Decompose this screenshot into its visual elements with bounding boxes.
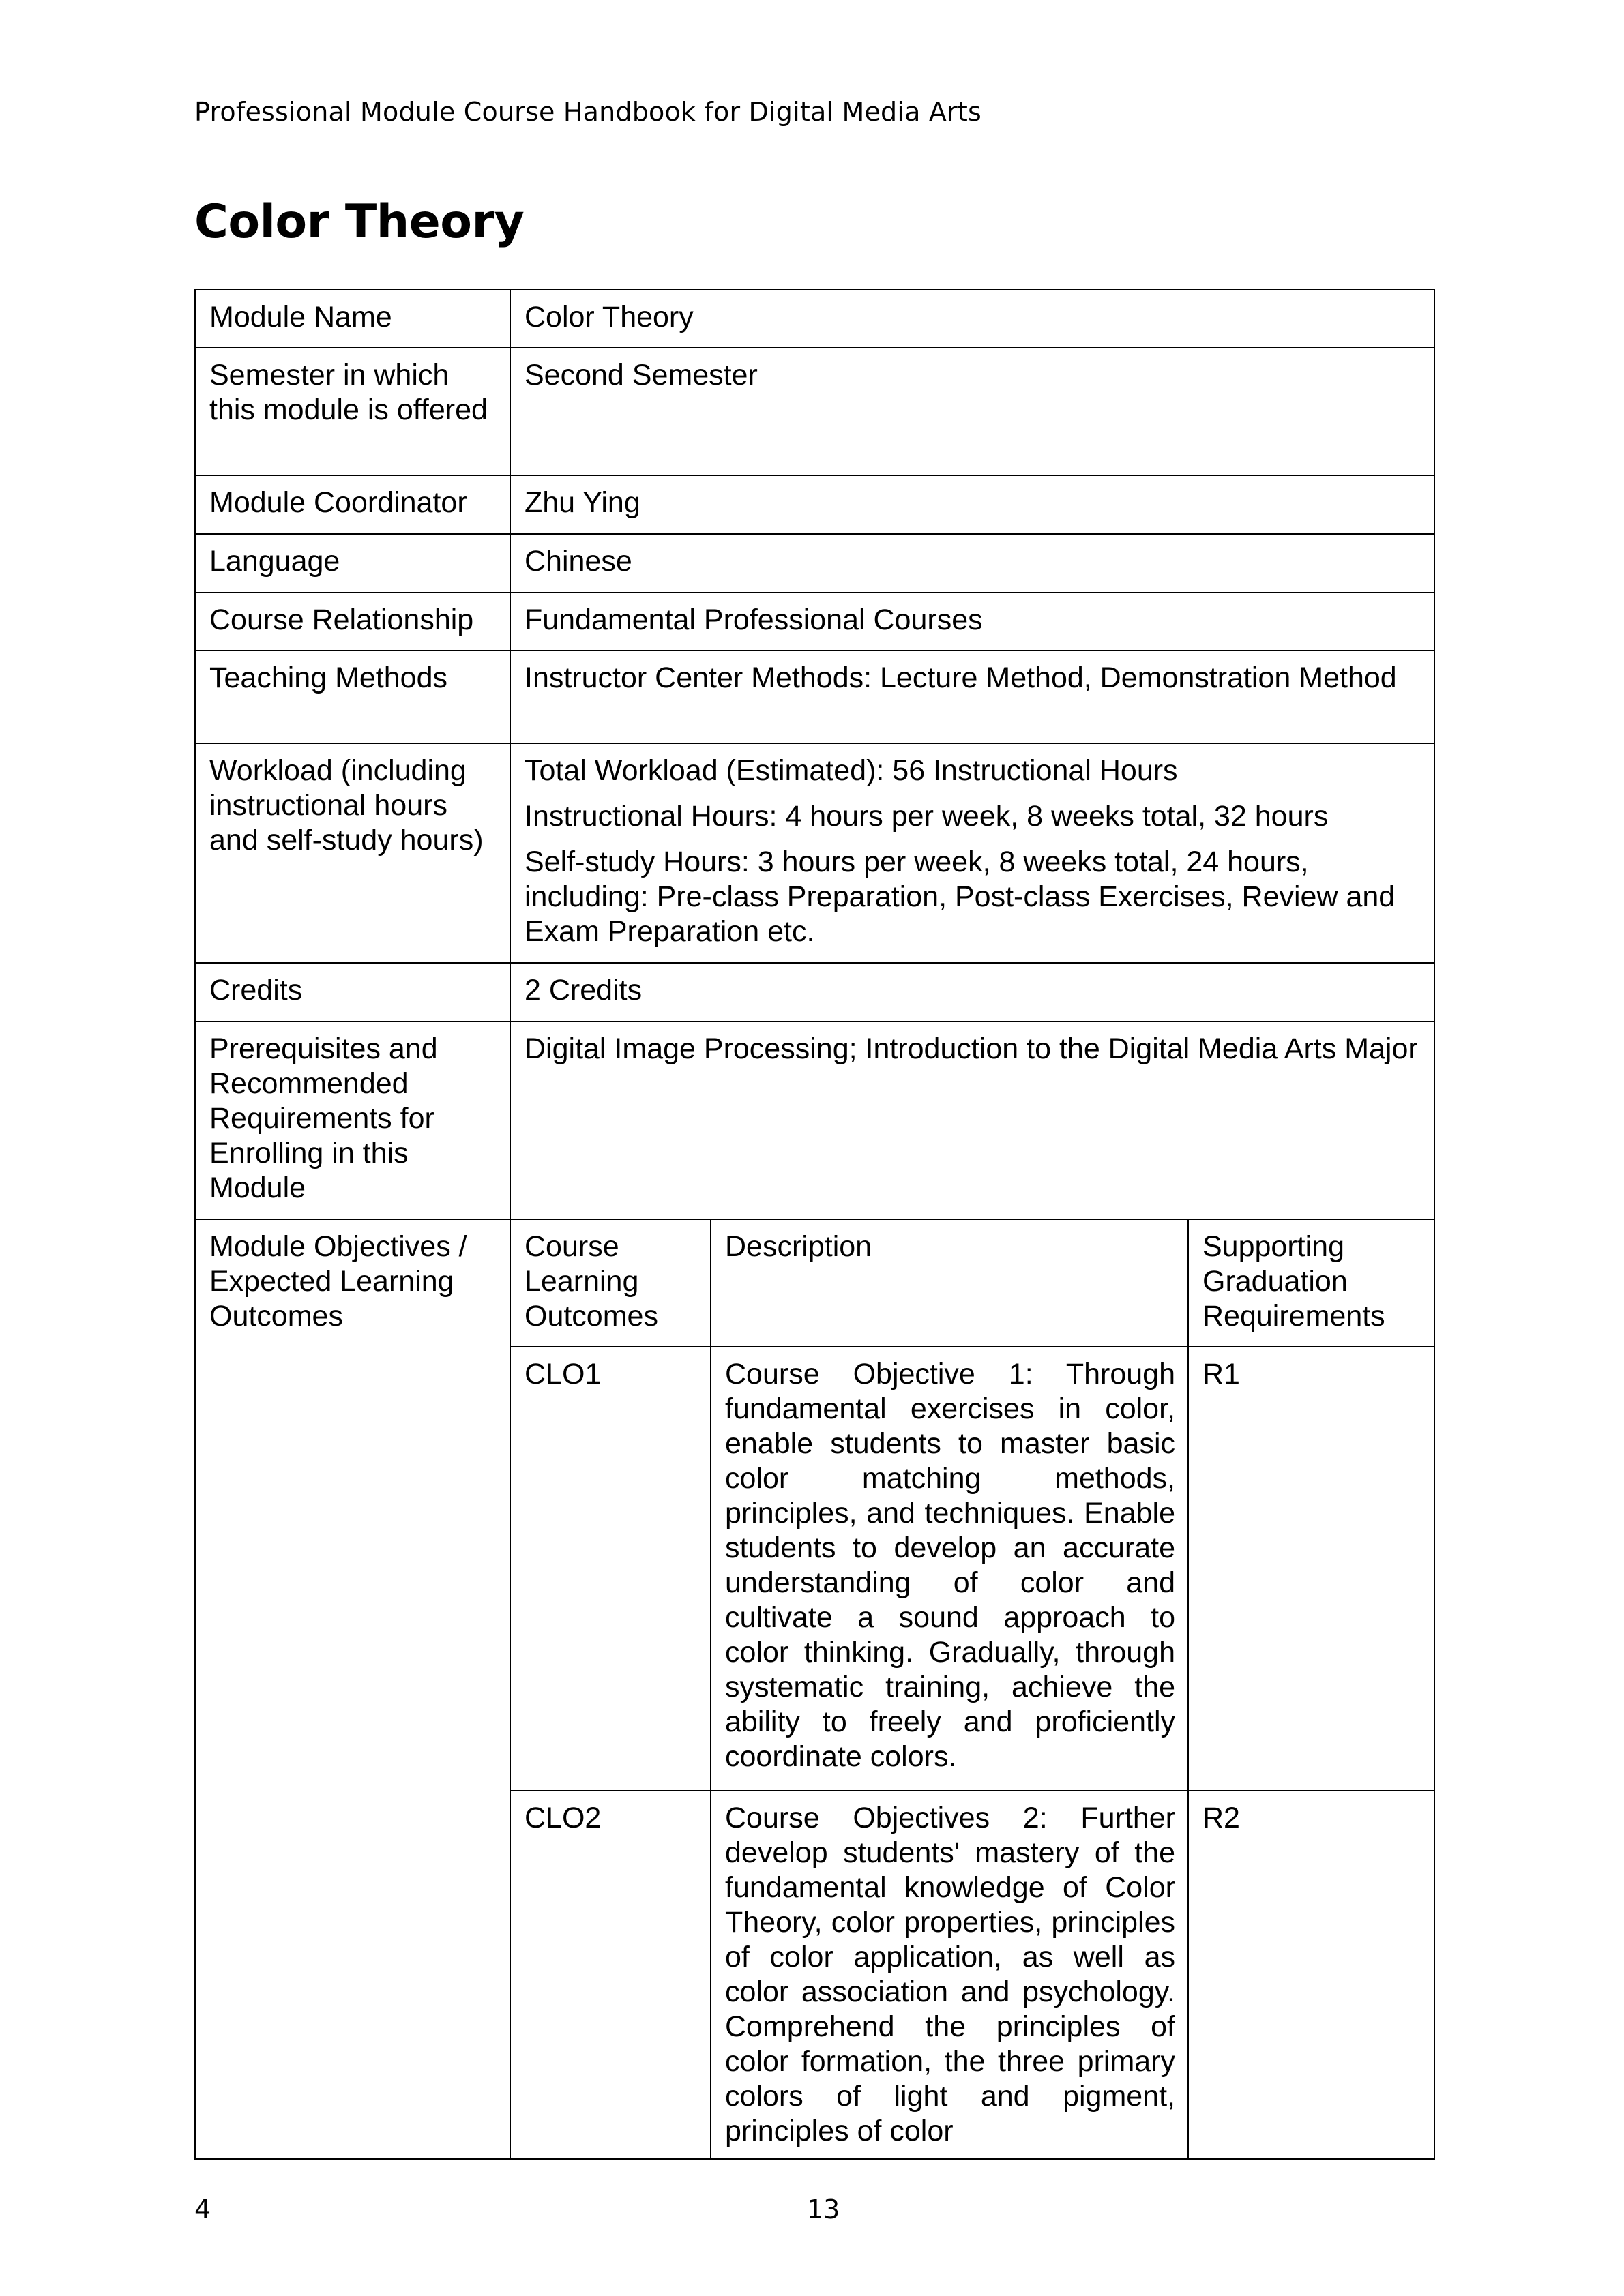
page-number-left: 4	[194, 2194, 211, 2224]
clo1-code: CLO1	[510, 1347, 711, 1791]
semester-value: Second Semester	[510, 348, 1434, 475]
objectives-label: Module Objectives / Expected Learning Outcomes	[195, 1219, 510, 2159]
module-table	[194, 289, 1435, 2160]
prerequisites-value: Digital Image Processing; Introduction to the Digital Media Arts Major	[510, 1022, 1434, 1219]
clo2-description: Course Objectives 2: Further develop students' mastery of the fundamental knowledge of Color Theory, color properties, principles of color application, as well as color association and psychology. Comprehend the principles of color formation, the three primary colors of light and pigment, principles of color	[711, 1791, 1188, 2159]
module-name-label: Module Name	[195, 290, 510, 348]
workload-label: Workload (including instructional hours and self-study hours)	[195, 743, 510, 963]
requirements-column-header: Supporting Graduation Requirements	[1188, 1219, 1434, 1347]
coordinator-value: Zhu Ying	[510, 475, 1434, 534]
row-coordinator	[195, 475, 1434, 534]
row-language	[195, 534, 1434, 593]
workload-value	[510, 743, 1434, 963]
page-number-center: 13	[807, 2194, 840, 2224]
row-objectives-header	[195, 1219, 1434, 1347]
row-semester	[195, 348, 1434, 475]
module-name-value: Color Theory	[510, 290, 1434, 348]
row-prerequisites	[195, 1022, 1434, 1219]
description-column-header: Description	[711, 1219, 1188, 1347]
row-teaching-methods	[195, 651, 1434, 743]
relationship-label: Course Relationship	[195, 593, 510, 651]
language-value: Chinese	[510, 534, 1434, 593]
credits-label: Credits	[195, 963, 510, 1022]
language-label: Language	[195, 534, 510, 593]
relationship-value: Fundamental Professional Courses	[510, 593, 1434, 651]
coordinator-label: Module Coordinator	[195, 475, 510, 534]
prerequisites-label: Prerequisites and Recommended Requirements for Enrolling in this Module	[195, 1022, 510, 1219]
teaching-methods-value: Instructor Center Methods: Lecture Method, Demonstration Method	[510, 651, 1434, 743]
clo2-requirement: R2	[1188, 1791, 1434, 2159]
credits-value: 2 Credits	[510, 963, 1434, 1022]
row-credits	[195, 963, 1434, 1022]
row-module-name	[195, 290, 1434, 348]
semester-label: Semester in which this module is offered	[195, 348, 510, 475]
teaching-methods-label: Teaching Methods	[195, 651, 510, 743]
workload-instructional: Instructional Hours: 4 hours per week, 8 weeks total, 32 hours	[525, 800, 1329, 833]
clo2-code: CLO2	[510, 1791, 711, 2159]
clo-column-header: Course Learning Outcomes	[510, 1219, 711, 1347]
page-title: Color Theory	[194, 195, 525, 249]
clo1-requirement: R1	[1188, 1347, 1434, 1791]
row-relationship	[195, 593, 1434, 651]
row-workload	[195, 743, 1434, 963]
running-header: Professional Module Course Handbook for Digital Media Arts	[194, 97, 981, 127]
workload-self-study: Self-study Hours: 3 hours per week, 8 weeks total, 24 hours, including: Pre-class Preparation, Post-class Exercises, Review and Exam Preparation etc.	[525, 846, 1396, 948]
workload-total: Total Workload (Estimated): 56 Instructional Hours	[525, 754, 1178, 787]
clo1-description: Course Objective 1: Through fundamental exercises in color, enable students to master basic color matching methods, principles, and techniques. Enable students to develop an accurate understanding of color and cultivate a sound approach to color thinking. Gradually, through systematic training, achieve the ability to freely and proficiently coordinate colors.	[711, 1347, 1188, 1791]
